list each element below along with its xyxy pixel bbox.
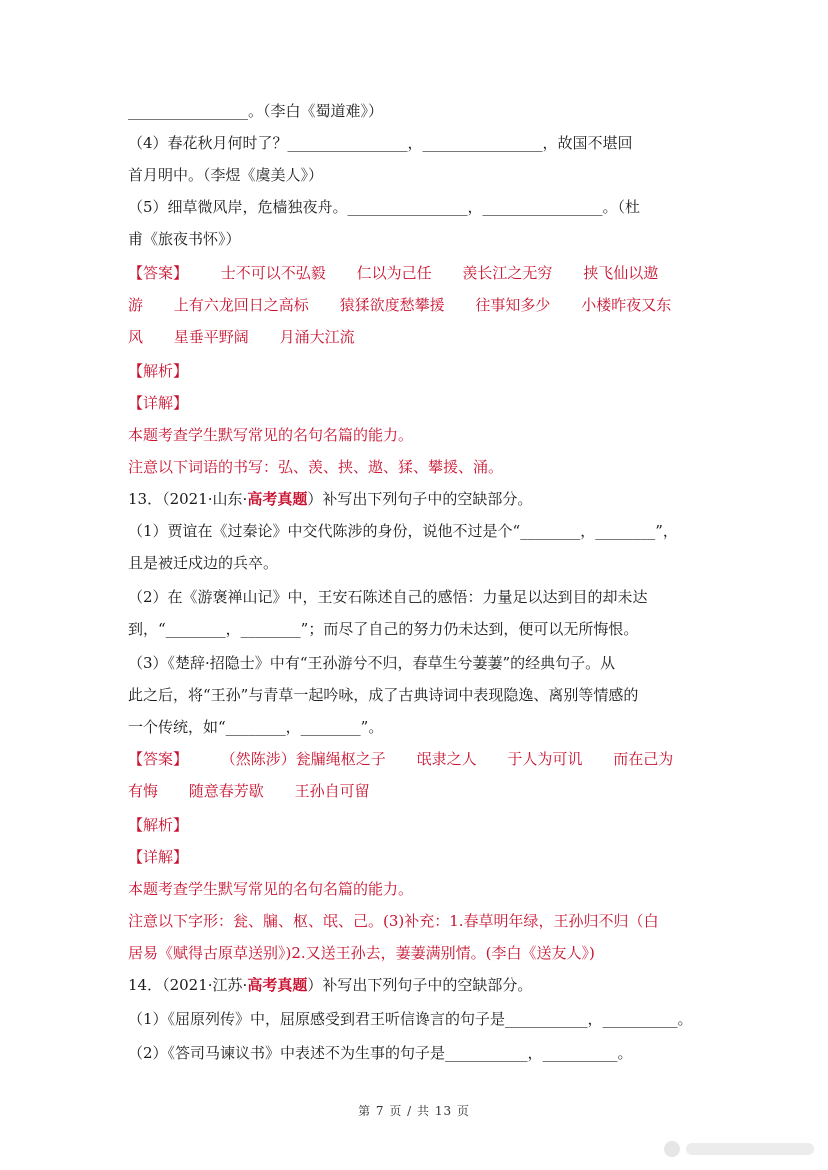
answer-item: 有悔 bbox=[128, 782, 159, 800]
answer-line bbox=[128, 748, 708, 770]
detail-text: 居易《赋得古原草送别》)2.又送王孙去，萋萋满别情。(李白《送友人》) bbox=[128, 944, 595, 962]
text-line: 一个传统，如“________，________”。 bbox=[128, 718, 384, 736]
text-line: （5）细草微风岸，危樯独夜舟。________________，________________。（杜 bbox=[128, 198, 641, 216]
text-line: ________________。（李白《蜀道难》） bbox=[128, 102, 384, 120]
watermark bbox=[664, 1138, 814, 1160]
question-prompt: ）补写出下列句子中的空缺部分。 bbox=[307, 976, 533, 994]
answer-item: （然陈涉）瓮牖绳枢之子 bbox=[220, 750, 386, 768]
answer-item: 于人为可讥 bbox=[507, 750, 583, 768]
answer-item: 风 bbox=[128, 328, 144, 346]
answer-item: 随意春芳歇 bbox=[188, 782, 264, 800]
detail-text: 注意以下词语的书写：弘、羡、挟、遨、猱、攀援、涌。 bbox=[128, 458, 504, 476]
text-line: 且是被迁戍边的兵卒。 bbox=[128, 554, 279, 572]
text-line: （2）《答司马谏议书》中表述不为生事的句子是___________，__________。 bbox=[128, 1044, 633, 1062]
answer-tag: 【答案】 bbox=[128, 750, 189, 768]
answer-item: 往事知多少 bbox=[475, 296, 551, 314]
exam-tag: 高考真题 bbox=[247, 490, 308, 508]
watermark-logo-icon bbox=[664, 1141, 680, 1157]
answer-item: 小楼昨夜又东 bbox=[581, 296, 672, 314]
answer-item: 而在己为 bbox=[613, 750, 674, 768]
question-prefix: 14．（2021·江苏· bbox=[128, 976, 248, 994]
exam-tag: 高考真题 bbox=[247, 976, 308, 994]
answer-item: 王孙自可留 bbox=[294, 782, 370, 800]
watermark-bar bbox=[686, 1143, 814, 1155]
answer-item: 士不可以不弘毅 bbox=[220, 264, 326, 282]
answer-line bbox=[128, 294, 708, 316]
answer-line bbox=[128, 262, 708, 284]
answer-item: 仁以为己任 bbox=[356, 264, 432, 282]
question-heading bbox=[128, 488, 708, 510]
answer-item: 月涌大江流 bbox=[279, 328, 355, 346]
answer-item: 猿猱欲度愁攀援 bbox=[339, 296, 445, 314]
text-line: 到，“________，________”；而尽了自己的努力仍未达到，便可以无所悔恨。 bbox=[128, 620, 639, 638]
text-line: （3）《楚辞·招隐士》中有“王孙游兮不归，春草生兮萋萋”的经典句子。从 bbox=[128, 654, 616, 672]
answer-item: 氓隶之人 bbox=[416, 750, 477, 768]
answer-item: 上有六龙回日之高标 bbox=[173, 296, 309, 314]
text-line: 甫《旅夜书怀》） bbox=[128, 230, 241, 248]
text-line: 首月明中。（李煜《虞美人》） bbox=[128, 166, 324, 184]
detail-text: 本题考查学生默写常见的名句名篇的能力。 bbox=[128, 426, 414, 444]
detail-text: 注意以下字形：瓮、牖、枢、氓、己。(3)补充：1.春草明年绿，王孙归不归（白 bbox=[128, 912, 659, 930]
question-heading bbox=[128, 974, 708, 996]
answer-item: 挟飞仙以遨 bbox=[583, 264, 659, 282]
text-line: 此之后，将“王孙”与青草一起吟咏，成了古典诗词中表现隐逸、离别等情感的 bbox=[128, 686, 639, 704]
text-line: （1）贾谊在《过秦论》中交代陈涉的身份，说他不过是个“________，________”， bbox=[128, 522, 678, 540]
detail-tag: 【详解】 bbox=[128, 848, 189, 866]
question-prefix: 13．（2021·山东· bbox=[128, 490, 248, 508]
analysis-tag: 【解析】 bbox=[128, 362, 189, 380]
answer-line bbox=[128, 326, 708, 348]
answer-item: 游 bbox=[128, 296, 144, 314]
text-line: （1）《屈原列传》中，屈原感受到君王听信谗言的句子是___________，__________。 bbox=[128, 1010, 693, 1028]
answer-item: 羡长江之无穷 bbox=[462, 264, 553, 282]
detail-text: 本题考查学生默写常见的名句名篇的能力。 bbox=[128, 880, 414, 898]
analysis-tag: 【解析】 bbox=[128, 816, 189, 834]
text-line: （4）春花秋月何时了？________________，________________，故国不堪回 bbox=[128, 134, 633, 152]
text-line: （2）在《游褒禅山记》中，王安石陈述自己的感悟：力量足以达到目的却未达 bbox=[128, 588, 648, 606]
answer-item: 星垂平野阔 bbox=[173, 328, 249, 346]
page-footer: 第 7 页 / 共 13 页 bbox=[358, 1104, 470, 1118]
question-prompt: ）补写出下列句子中的空缺部分。 bbox=[307, 490, 533, 508]
detail-tag: 【详解】 bbox=[128, 394, 189, 412]
answer-tag: 【答案】 bbox=[128, 264, 189, 282]
answer-line bbox=[128, 780, 708, 802]
